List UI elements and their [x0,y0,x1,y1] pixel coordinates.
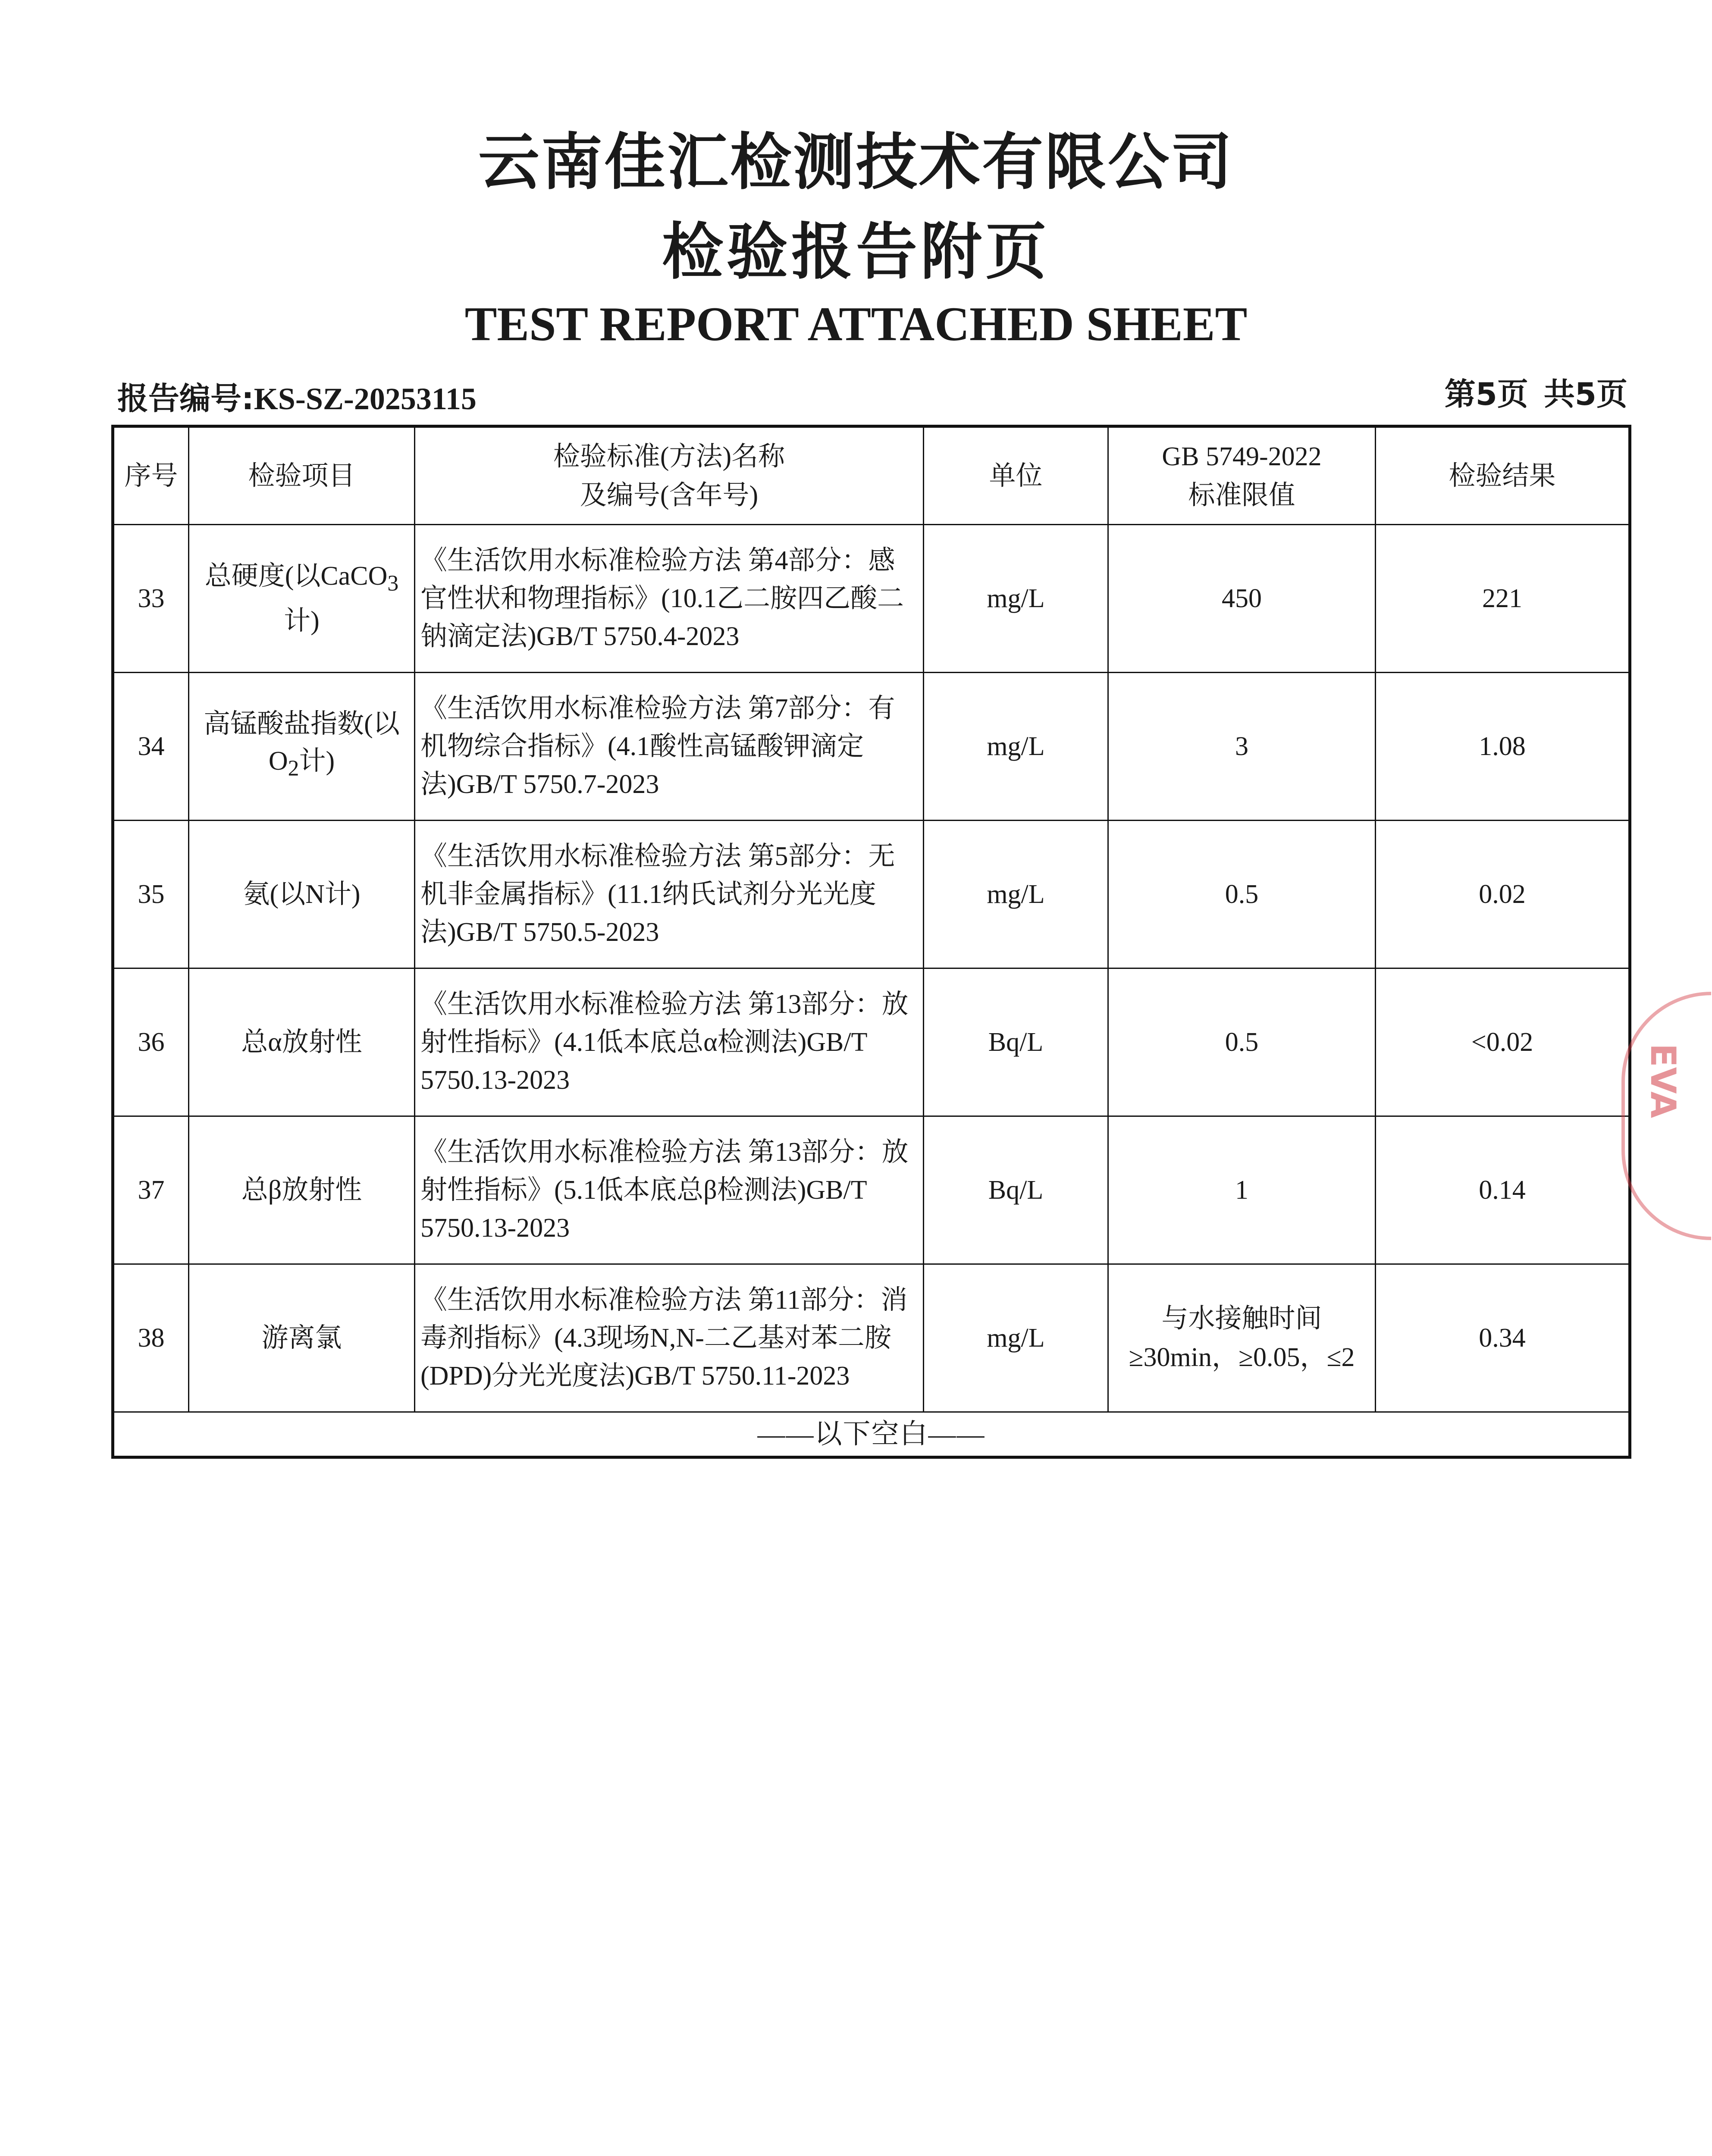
cell-result: 0.14 [1376,1116,1630,1264]
cell-method: 《生活饮用水标准检验方法 第11部分：消毒剂指标》(4.3现场N,N-二乙基对苯二胺(DPD)分光光度法)GB/T 5750.11-2023 [415,1264,924,1412]
cell-result: <0.02 [1376,968,1630,1116]
cell-unit: Bq/L [924,968,1108,1116]
cell-item-main: 总硬度(以CaCO [204,561,388,591]
cell-result: 1.08 [1376,673,1630,821]
cell-unit: mg/L [924,673,1108,821]
cell-item-tail: 计) [299,746,335,776]
cell-seq: 36 [113,968,189,1116]
col-header-limit [1108,426,1376,525]
table-row [113,968,1630,1116]
col-header-method [415,426,924,525]
table-row [113,821,1630,968]
cell-unit: mg/L [924,1264,1108,1412]
cell-seq: 33 [113,525,189,673]
table-row [113,525,1630,673]
cell-item-main: 高锰酸盐指数(以O [204,709,400,776]
cell-limit: 0.5 [1108,821,1376,968]
cell-result: 0.34 [1376,1264,1630,1412]
cell-unit: mg/L [924,821,1108,968]
cell-item-subscript: 3 [387,571,399,596]
cell-method: 《生活饮用水标准检验方法 第5部分：无机非金属指标》(11.1纳氏试剂分光光度法)GB/T 5750.5-2023 [415,821,924,968]
table-row [113,1264,1630,1412]
cell-item: 总β放射性 [189,1116,415,1264]
seal-stamp-text: EVA [1643,1043,1684,1119]
cell-result: 0.02 [1376,821,1630,968]
table-row [113,673,1630,821]
cell-seq: 35 [113,821,189,968]
cell-item: 总α放射性 [189,968,415,1116]
report-number-label: 报告编号: [117,380,254,417]
cell-seq: 38 [113,1264,189,1412]
cell-result: 221 [1376,525,1630,673]
table-end-row [113,1412,1630,1457]
col-header-method-line1: 检验标准(方法)名称 [553,442,785,471]
end-marker: ——以下空白—— [113,1412,1630,1457]
col-header-unit: 单位 [924,426,1108,525]
cell-item-tail: 计) [284,606,320,636]
col-header-limit-line1: GB 5749-2022 [1162,442,1322,471]
cell-seq: 34 [113,673,189,821]
cell-item-subscript: 2 [288,756,299,781]
page-current: 第5页 [1444,376,1528,412]
col-header-method-line2: 及编号(含年号) [580,480,759,510]
table-row [113,1116,1630,1264]
cell-limit: 与水接触时间≥30min，≥0.05，≤2 [1108,1264,1376,1412]
page-total: 共5页 [1543,376,1627,412]
col-header-item: 检验项目 [189,426,415,525]
table-header-row [113,426,1630,525]
report-number [117,373,477,418]
cell-method: 《生活饮用水标准检验方法 第13部分：放射性指标》(5.1低本底总β检测法)GB/T 5750.13-2023 [415,1116,924,1264]
report-number-value: KS-SZ-20253115 [254,382,477,416]
cell-limit: 450 [1108,525,1376,673]
cell-method: 《生活饮用水标准检验方法 第4部分：感官性状和物理指标》(10.1乙二胺四乙酸二钠滴定法)GB/T 5750.4-2023 [415,525,924,673]
cell-method: 《生活饮用水标准检验方法 第7部分：有机物综合指标》(4.1酸性高锰酸钾滴定法)GB/T 5750.7-2023 [415,673,924,821]
cell-unit: mg/L [924,525,1108,673]
cell-method: 《生活饮用水标准检验方法 第13部分：放射性指标》(4.1低本底总α检测法)GB/T 5750.13-2023 [415,968,924,1116]
page-indicator [1445,369,1627,414]
col-header-result: 检验结果 [1376,426,1630,525]
cell-item: 氨(以N计) [189,821,415,968]
col-header-limit-line2: 标准限值 [1188,480,1295,510]
cell-limit: 1 [1108,1116,1376,1264]
company-name: 云南佳汇检测技术有限公司 [478,127,1234,198]
col-header-seq: 序号 [113,426,189,525]
results-table [111,425,1631,1459]
cell-limit: 0.5 [1108,968,1376,1116]
cell-unit: Bq/L [924,1116,1108,1264]
cell-limit: 3 [1108,673,1376,821]
report-title-cn: 检验报告附页 [662,216,1050,288]
cell-item [189,525,415,673]
cell-item: 游离氯 [189,1264,415,1412]
cell-item [189,673,415,821]
report-title-en: TEST REPORT ATTACHED SHEET [464,298,1248,351]
cell-seq: 37 [113,1116,189,1264]
